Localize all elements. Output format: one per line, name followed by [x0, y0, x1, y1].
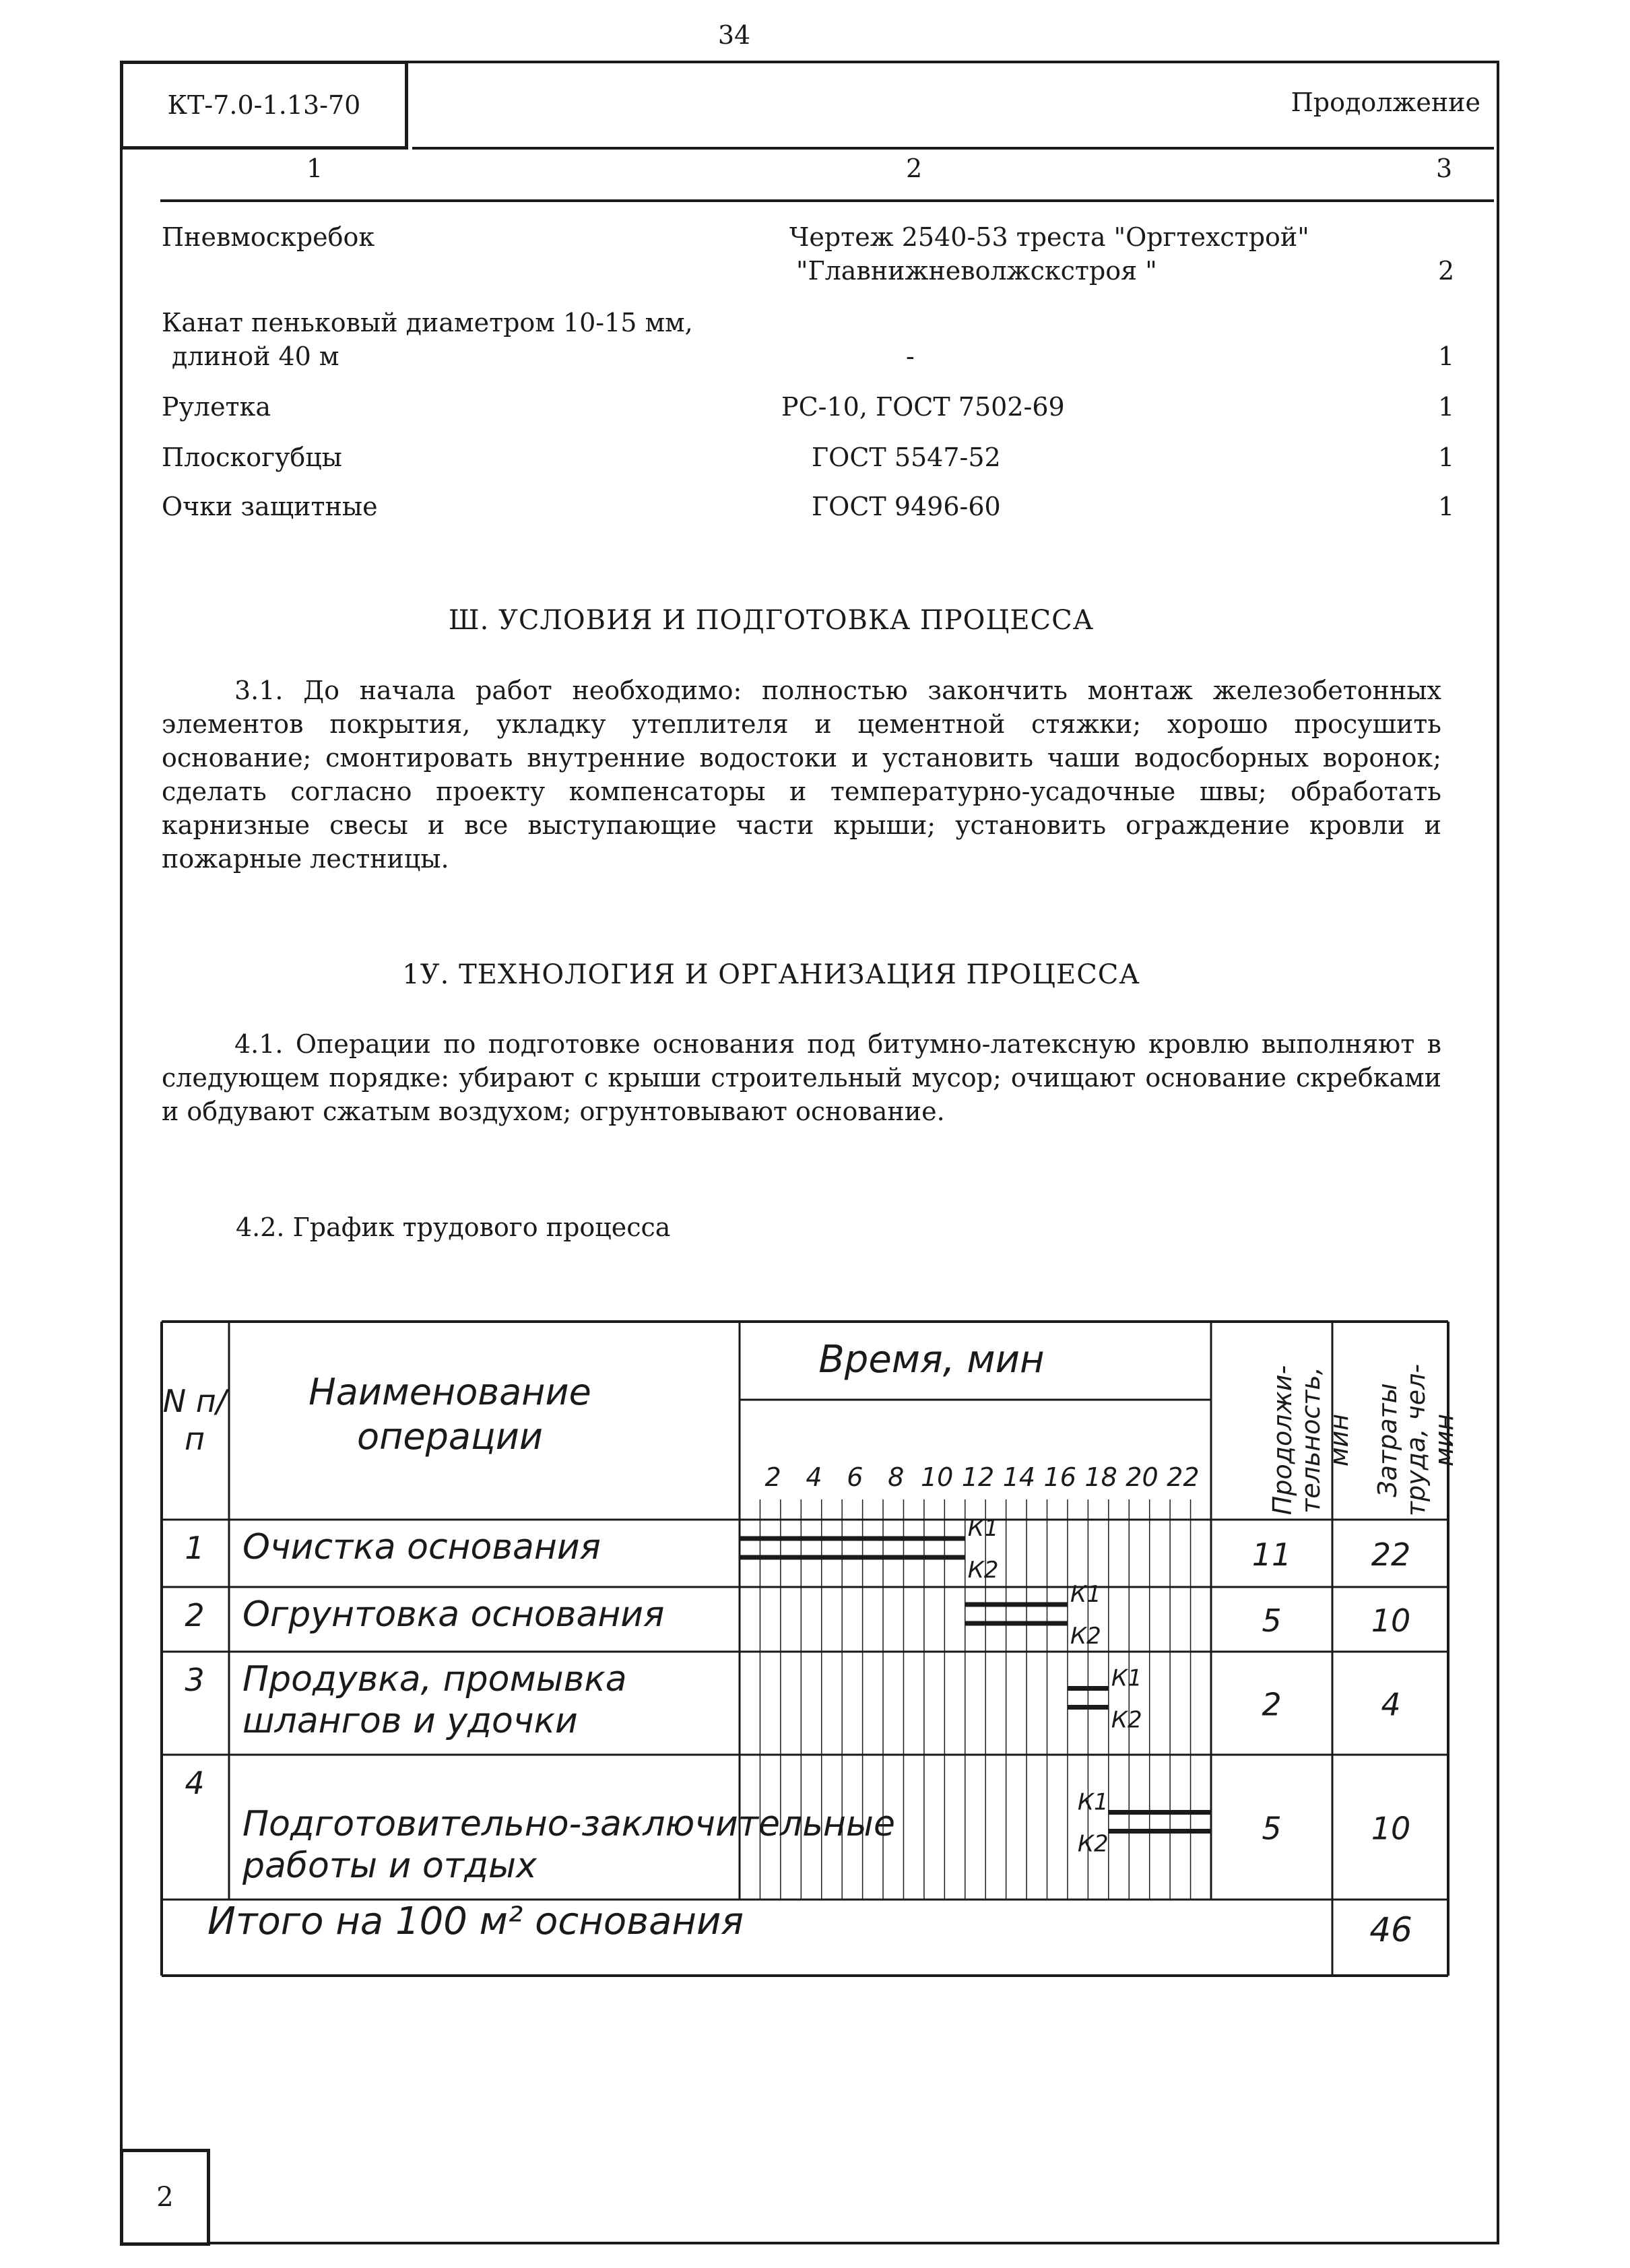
column-2-header: 2	[906, 154, 923, 183]
time-tick-label: 22	[1167, 1462, 1200, 1492]
time-tick-label: 12	[961, 1462, 995, 1492]
equipment-name: Рулетка	[162, 392, 271, 422]
row-labor: 22	[1371, 1536, 1411, 1573]
num-header: N п/п	[162, 1383, 227, 1457]
continuation-label: Продолжение	[1291, 88, 1480, 117]
time-tick-label: 2	[764, 1462, 781, 1492]
equipment-qty: 2	[1438, 256, 1455, 286]
worker-label: К2	[1111, 1706, 1142, 1734]
row-number: 2	[185, 1597, 205, 1633]
time-tick-label: 20	[1126, 1462, 1159, 1492]
equipment-spec: РС-10, ГОСТ 7502-69	[781, 392, 1065, 422]
row-number: 3	[185, 1662, 205, 1698]
table-top-rule	[412, 147, 1494, 150]
worker-label: К1	[967, 1515, 999, 1542]
page-number: 34	[717, 20, 751, 50]
row-labor: 10	[1371, 1602, 1411, 1639]
table-header-rule	[160, 199, 1494, 202]
equipment-name: Пневмоскребок	[162, 222, 375, 252]
worker-label: К1	[1111, 1664, 1142, 1692]
time-tick-label: 4	[806, 1462, 822, 1492]
row-number: 4	[185, 1765, 205, 1801]
row-duration: 11	[1251, 1536, 1292, 1573]
time-tick-label: 8	[888, 1462, 905, 1492]
sheet-number: 2	[120, 2149, 210, 2246]
equipment-spec: Чертеж 2540-53 треста "Оргтехстрой"	[789, 222, 1309, 252]
row-duration: 5	[1262, 1602, 1282, 1639]
operation-name: шлангов и удочки	[242, 1701, 578, 1741]
duration-header: Продолжи-тельность, мин	[1268, 1365, 1354, 1516]
row-duration: 2	[1262, 1686, 1282, 1723]
worker-label: К1	[1077, 1788, 1109, 1816]
column-1-header: 1	[306, 154, 323, 183]
equipment-spec: -	[906, 342, 915, 371]
row-labor: 4	[1381, 1686, 1401, 1723]
document-code: КТ-7.0-1.13-70	[120, 61, 408, 150]
equipment-qty: 1	[1438, 392, 1455, 422]
worker-label: К2	[967, 1557, 999, 1584]
section-3-heading: Ш. УСЛОВИЯ И ПОДГОТОВКА ПРОЦЕССА	[448, 605, 1095, 636]
equipment-name: Очки защитные	[162, 492, 378, 521]
equipment-name-line2: длиной 40 м	[172, 342, 339, 371]
operation-name: Огрунтовка основания	[242, 1594, 665, 1635]
operation-name: Подготовительно-заключительные	[242, 1804, 895, 1844]
worker-label: К1	[1070, 1581, 1101, 1608]
operation-name: Очистка основания	[242, 1527, 601, 1567]
labor-header: Затраты труда, чел-мин	[1373, 1363, 1459, 1517]
total-value: 46	[1369, 1910, 1412, 1949]
equipment-qty: 1	[1438, 342, 1455, 371]
equipment-spec-line2: "Главнижневолжскстроя "	[796, 256, 1157, 286]
time-tick-label: 6	[847, 1462, 863, 1492]
equipment-spec: ГОСТ 9496-60	[812, 492, 1001, 521]
row-duration: 5	[1262, 1810, 1282, 1847]
time-header: Время, мин	[818, 1337, 1045, 1382]
worker-label: К2	[1070, 1623, 1101, 1650]
operation-name: работы и отдых	[242, 1846, 537, 1886]
row-number: 1	[185, 1530, 205, 1566]
time-tick-label: 10	[920, 1462, 954, 1492]
operation-header: Наименование операции	[308, 1371, 591, 1458]
equipment-name: Канат пеньковый диаметром 10-15 мм,	[162, 308, 693, 337]
equipment-qty: 1	[1438, 492, 1455, 521]
column-3-header: 3	[1436, 154, 1453, 183]
equipment-name: Плоскогубцы	[162, 443, 342, 472]
operation-name: Продувка, промывка	[242, 1659, 627, 1699]
equipment-spec: ГОСТ 5547-52	[812, 443, 1001, 472]
section-3-paragraph: 3.1. До начала работ необходимо: полностью закончить монтаж железобетонных элементов покрытия, укладку утеплителя и цементной стяжки; хорошо просушить основание; смонтировать внутренние водостоки и установить чаши водосборных воронок; сделать согласно проекту компенсаторы и температурно-усадочные швы; обработать карнизные свесы и все выступающие части крыши; установить ограждение кровли и пожарные лестницы.	[162, 676, 1441, 874]
total-label: Итого на 100 м² основания	[207, 1900, 744, 1943]
equipment-qty: 1	[1438, 443, 1455, 472]
row-labor: 10	[1371, 1810, 1411, 1847]
time-tick-label: 18	[1084, 1462, 1117, 1492]
time-tick-label: 14	[1002, 1462, 1036, 1492]
worker-label: К2	[1077, 1830, 1109, 1858]
labor-schedule-table	[160, 1320, 1459, 1977]
chart-caption: 4.2. График трудового процесса	[236, 1212, 671, 1242]
section-4-paragraph: 4.1. Операции по подготовке основания под битумно-латексную кровлю выполняют в следующем порядке: убирают с крыши строительный мусор; очищают основание скребками и обдувают сжатым воздухом; огрунтовывают основание.	[162, 1029, 1441, 1126]
section-4-heading: 1У. ТЕХНОЛОГИЯ И ОРГАНИЗАЦИЯ ПРОЦЕССА	[402, 959, 1140, 990]
time-tick-label: 16	[1043, 1462, 1076, 1492]
